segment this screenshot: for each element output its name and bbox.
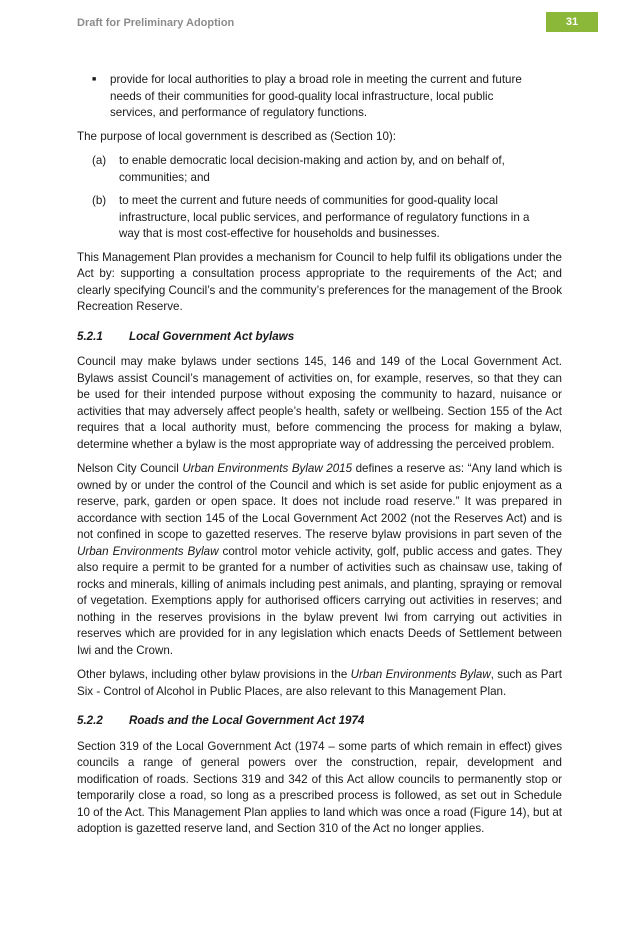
bylaws-paragraph: Council may make bylaws under sections 145, 146 and 149 of the Local Government Act. Bylaws assist Council’s management of activities on, for example, reserves, so that they can be used for their intended purpose without exposing the community to hazard, nuisance or activities that may adversely affect people’s health, safety or wellbeing. Section 155 of the Act requires that a local authority must, before commencing the process for making a bylaw, determine whether a bylaw is the most appropriate way of addressing the perceived problem.: [77, 355, 562, 451]
purpose-item-a: [77, 153, 562, 186]
bylaw-title-italic: Urban Environments Bylaw: [350, 668, 491, 681]
section-number: 5.2.2: [77, 714, 103, 727]
purpose-intro: The purpose of local government is described as (Section 10):: [77, 129, 396, 143]
text-run: control motor vehicle activity, golf, public access and gates. They also require a permit to be granted for a number of activities such as chainsaw use, taking of rocks and minerals, killing of animals including pest animals, and planting, spraying or removal of vegetation. Exemptions apply for authorised officers carrying out activities in reserves; and nothing in the reserves provisions in the bylaw prevent Iwi from carrying out activities in reserves which are provided for in any legislation which enacts Deeds of Settlement between Iwi and the Crown.: [77, 544, 563, 657]
section-title: Local Government Act bylaws: [129, 329, 295, 343]
bylaw-title-italic: Urban Environments Bylaw: [77, 544, 219, 558]
enum-label: (b): [92, 194, 107, 207]
document-body: [77, 72, 562, 846]
enum-label: (a): [92, 154, 107, 167]
bullet-item: [77, 72, 562, 122]
text-run: , such as Part Six - Control of Alcohol in Public Places, are also relevant to this Management Plan.: [77, 668, 563, 698]
square-bullet-icon: ■: [92, 76, 97, 83]
purpose-item-b: [77, 193, 562, 243]
management-paragraph: This Management Plan provides a mechanism for Council to help fulfil its obligations under the Act by: supporting a consultation process appropriate to the requirements of the Act; and clearly specifying Council’s and the community’s preferences for the management of the Brook Recreation Reserve.: [77, 250, 562, 313]
other-bylaws-paragraph: [77, 667, 562, 700]
text-run: Nelson City Council: [77, 462, 183, 475]
enum-text: to enable democratic local decision-making and action by, and on behalf of, communities; and: [119, 154, 505, 184]
section-heading-5-2-1: [77, 329, 562, 346]
section-number: 5.2.1: [77, 329, 103, 343]
text-run: Other bylaws, including other bylaw provisions in the: [77, 668, 351, 681]
page-number-badge: 31: [546, 12, 598, 32]
reserve-definition-paragraph: [77, 461, 562, 659]
bullet-text: provide for local authorities to play a broad role in meeting the current and future needs of their communities for good-quality local infrastructure, local public services, and performance of regulatory functions.: [110, 73, 522, 119]
section-title: Roads and the Local Government Act 1974: [129, 714, 365, 727]
bylaw-title-italic: Urban Environments Bylaw 2015: [182, 462, 353, 475]
section-heading-5-2-2: [77, 713, 562, 730]
roads-paragraph: Section 319 of the Local Government Act (1974 – some parts of which remain in effect) gives councils a range of general powers over the construction, repair, development and modification of roads. Sections 319 and 342 of this Act allow councils to permanently stop or temporarily close a road, so long as a prescribed process is followed, as set out in Schedule 10 of the Act. This Management Plan applies to land which was once a road (Figure 14), but at adoption is gazetted reserve land, and Section 310 of the Act no longer applies.: [77, 739, 562, 835]
text-run: defines a reserve as: “Any land which is owned by or under the control of the Council and which is set aside for public enjoyment as a reserve, park, garden or open space. It does not include road reserve.” It was prepared in accordance with section 145 of the Local Government Act 2002 (not the Reserves Act) and is not confined in scope to gazetted reserves. The reserve bylaw provisions in part seven of the: [77, 462, 563, 541]
enum-text: to meet the current and future needs of communities for good-quality local infrastructure, local public services, and performance of regulatory functions in a way that is most cost-effective for households and businesses.: [119, 194, 530, 240]
header-title: Draft for Preliminary Adoption: [77, 17, 235, 29]
